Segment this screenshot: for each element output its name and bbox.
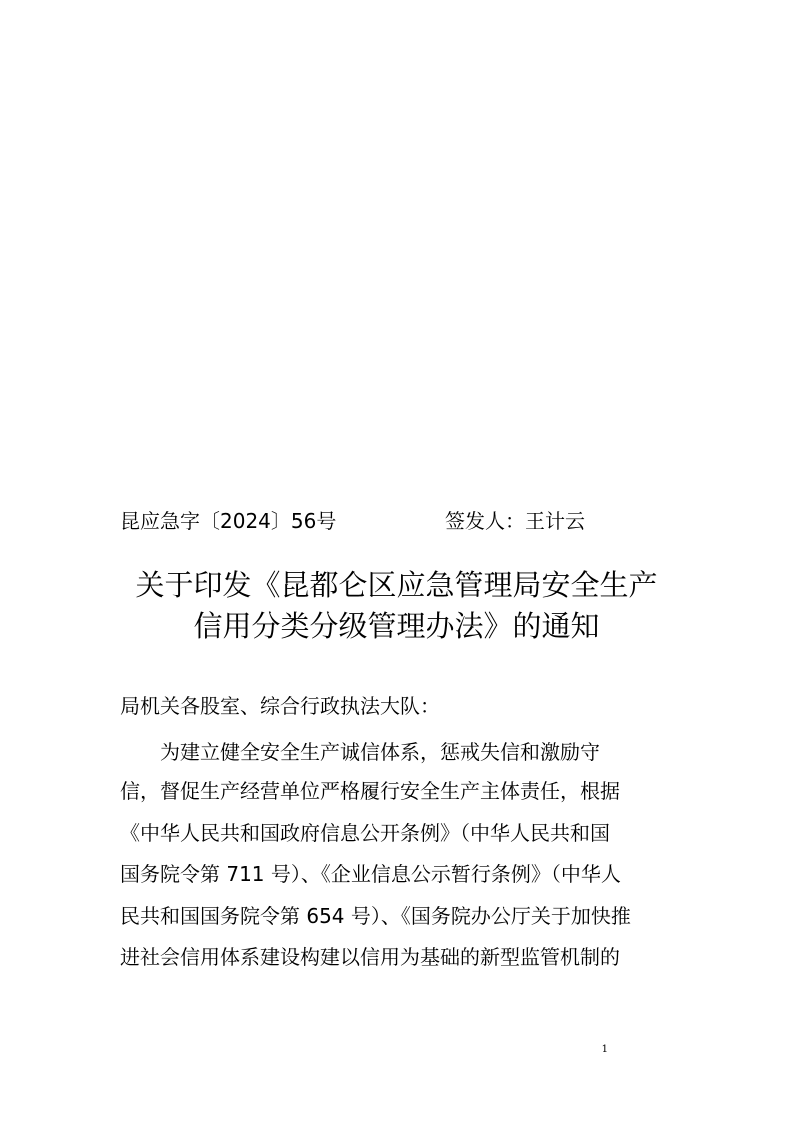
body-line: 进社会信用体系建设构建以信用为基础的新型监管机制的 [120, 945, 620, 969]
body-line: 为建立健全安全生产诚信体系，惩戒失信和激励守 [160, 740, 600, 764]
document-title-line-1: 关于印发《昆都仑区应急管理局安全生产 [135, 568, 658, 602]
document-number: 昆应急字〔2024〕56号 [120, 509, 337, 533]
salutation: 局机关各股室、综合行政执法大队： [120, 694, 440, 718]
body-line: 《中华人民共和国政府信息公开条例》（中华人民共和国 [120, 821, 610, 845]
body-line: 信，督促生产经营单位严格履行安全生产主体责任，根据 [120, 779, 620, 803]
body-line: 国务院令第 711 号）、《企业信息公示暂行条例》（中华人 [120, 862, 621, 886]
body-line: 民共和国国务院令第 654 号）、《国务院办公厅关于加快推 [120, 904, 631, 928]
page-number: 1 [601, 1044, 608, 1055]
signer: 签发人：王计云 [445, 509, 585, 533]
document-title-line-2: 信用分类分级管理办法》的通知 [193, 609, 600, 643]
